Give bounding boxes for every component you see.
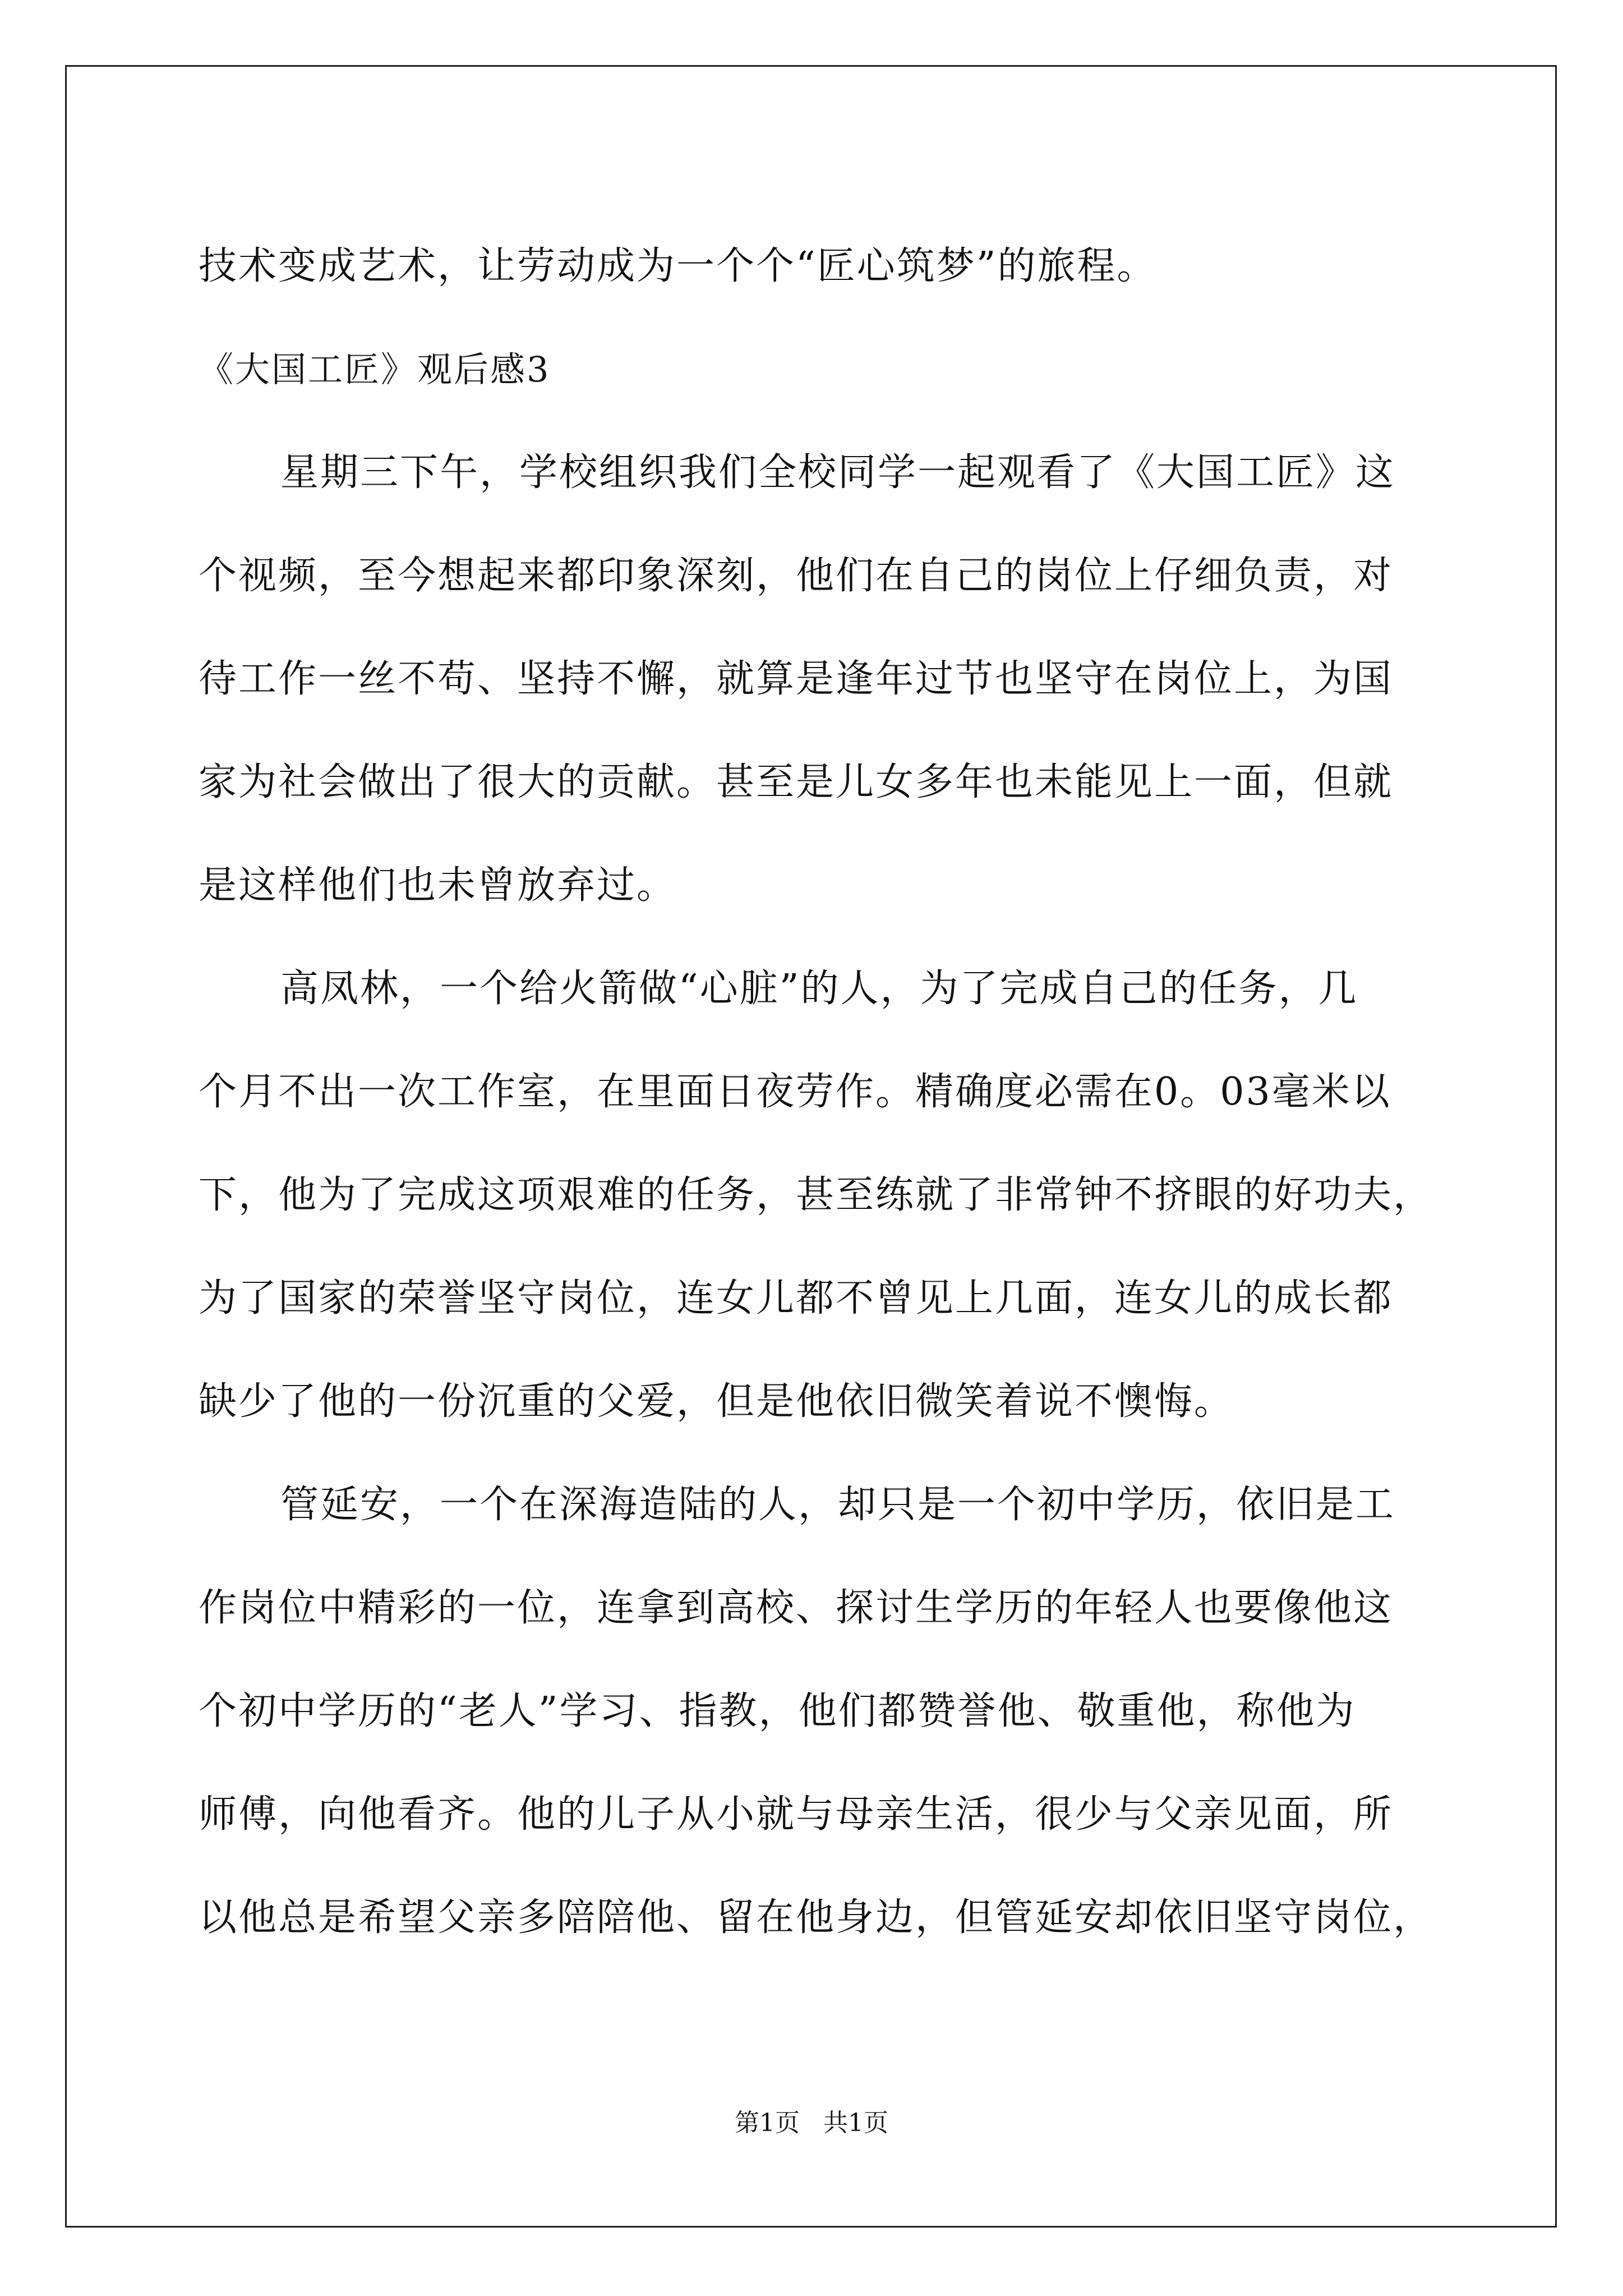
text-line: 个月不出一次工作室，在里面日夜劳作。精确度必需在0。03毫米以 [199, 1070, 1391, 1114]
text-line: 个视频，至今想起来都印象深刻，他们在自己的岗位上仔细负责，对 [199, 554, 1394, 598]
text-line: 为了国家的荣誉坚守岗位，连女儿都不曾见上几面，连女儿的成长都 [199, 1276, 1394, 1320]
text-line: 技术变成艺术，让劳动成为一个个“匠心筑梦”的旅程。 [199, 244, 1157, 288]
text-line: 作岗位中精彩的一位，连拿到高校、探讨生学历的年轻人也要像他这 [199, 1586, 1394, 1630]
page-footer: 第1页 共1页 [735, 2109, 888, 2137]
text-line: 待工作一丝不苟、坚持不懈，就算是逢年过节也坚守在岗位上，为国 [199, 657, 1394, 701]
section-heading: 《大国工匠》观后感3 [199, 349, 551, 390]
text-line: 管延安，一个在深海造陆的人，却只是一个初中学历，依旧是工 [280, 1483, 1396, 1527]
document-body [199, 215, 1432, 1970]
text-line: 以他总是希望父亲多陪陪他、留在他身边，但管延安却依旧坚守岗位， [199, 1895, 1433, 1940]
text-line: 个初中学历的“老人”学习、指教，他们都赞誉他、敬重他，称他为 [199, 1689, 1356, 1733]
text-line: 家为社会做出了很大的贡献。甚至是儿女多年也未能见上一面，但就 [199, 760, 1394, 804]
text-line: 师傅，向他看齐。他的儿子从小就与母亲生活，很少与父亲见面，所 [199, 1792, 1394, 1837]
text-line: 高凤林，一个给火箭做“心脏”的人，为了完成自己的任务，几 [280, 967, 1358, 1011]
text-line: 下，他为了完成这项艰难的任务，甚至练就了非常钟不挤眼的好功夫， [199, 1173, 1433, 1217]
text-line: 缺少了他的一份沉重的父爱，但是他依旧微笑着说不懊悔。 [199, 1379, 1234, 1424]
text-line: 是这样他们也未曾放弃过。 [199, 863, 677, 908]
text-line: 星期三下午，学校组织我们全校同学一起观看了《大国工匠》这 [280, 450, 1396, 495]
